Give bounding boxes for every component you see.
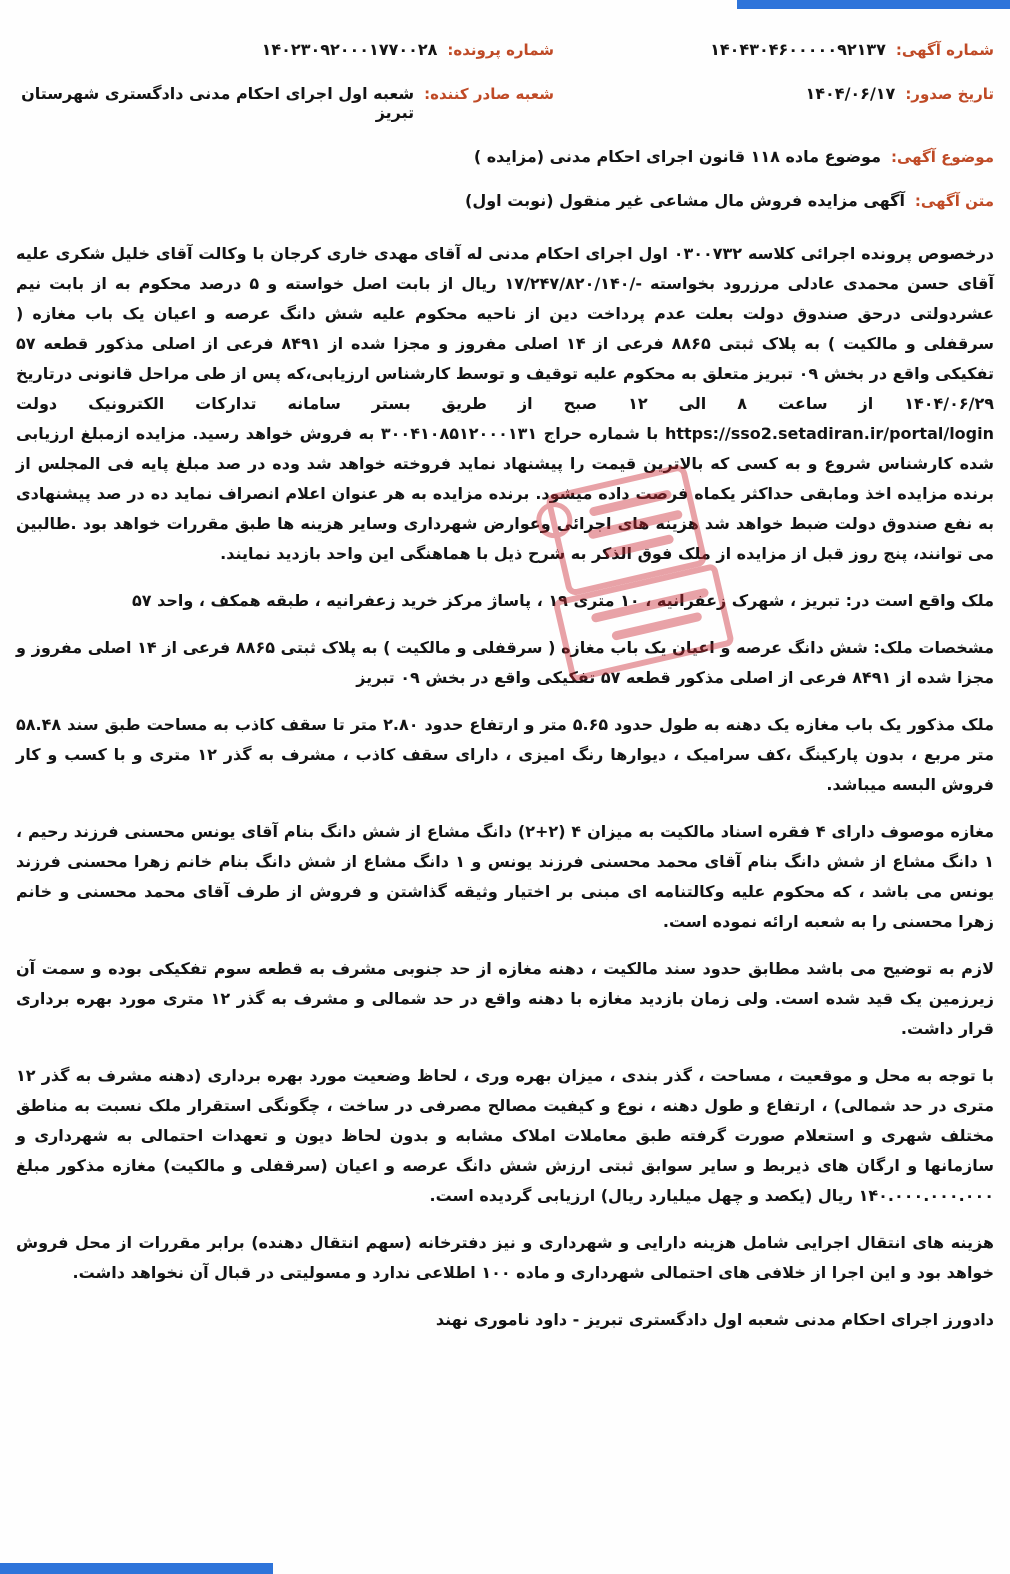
paragraph-case-details: درخصوص پرونده اجرائی کلاسه ۰۳۰۰۷۳۲ اول اجرای احکام مدنی له آقای مهدی خاری کرجان با وکالت آقای خلیل شکری علیه آقای حسن محمدی عادلی مرزرود بخواسته -/۱۷/۲۴۷/۸۲۰/۱۴۰ ریال از بابت اصل خواسته و ۵ درصد محکوم به از بابت نیم عشردولتی درحق صندوق دولت بعلت عدم پرداخت دین از ناحیه محکوم علیه شش دانگ عرصه و اعیان یک باب مغازه ( سرقفلی و مالکیت ) به پلاک ثبتی ۸۸۶۵ فرعی از ۱۴ اصلی مفروز و مجزا شده از ۸۴۹۱ فرعی از اصلی مذکور قطعه ۵۷ تفکیکی واقع در بخش ۰۹ تبریز متعلق به محکوم علیه توقیف و توسط کارشناس ارزیابی،که پس از طی مراحل قانونی درتاریخ ۱۴۰۴/۰۶/۲۹ از ساعت ۸ الی ۱۲ صبح از طریق بستر سامانه تدارکات الکترونیک دولت https://sso2.setadiran.ir/portal/login با شماره حراج ۳۰۰۴۱۰۸۵۱۲۰۰۰۱۳۱ به فروش خواهد رسید. مزایده ازمبلغ ارزیابی شده کارشناس شروع و به کسی که بالاترین قیمت را پیشنهاد نماید فروخته خواهد شد وده در صد مبلغ پایه فی المجلس از برنده مزایده اخذ ومابقی حداکثر یکماه فرصت داده میشود. برنده مزایده به هر عنوان اعلام انصراف نماید ده در صد پیشنهادی به نفع صندوق دولت ضبط خواهد شد هزینه های اجرائی وعوارض شهرداری وسایر هزینه ها طبق مقررات خواهد بود .طالبین می توانند، پنج روز قبل از مزایده از ملک فوق الذکر به شرح ذیل با هماهنگی این واحد بازدید نمایند.	[16, 244, 995, 563]
signature-line: دادورز اجرای احکام مدنی شعبه اول دادگستری تبریز - داود ناموری نهند	[435, 1310, 994, 1329]
field-issuing-branch	[16, 84, 554, 122]
issuing-branch-value: شعبه اول اجرای احکام مدنی دادگستری شهرستان تبریز	[21, 84, 415, 122]
notice-text-value: آگهی مزایده فروش مال مشاعی غیر منقول (نوبت اول)	[465, 191, 905, 210]
notice-header	[0, 0, 1010, 210]
field-notice-text-title	[465, 191, 994, 210]
subject-label: موضوع آگهی:	[890, 148, 994, 166]
issuing-branch-label: شعبه صادر کننده:	[424, 85, 554, 103]
header-row-1	[16, 40, 994, 59]
subject-value: موضوع ماده ۱۱۸ قانون اجرای احکام مدنی (مزایده )	[473, 147, 881, 166]
field-subject	[474, 147, 994, 166]
issue-date-value: ۱۴۰۴/۰۶/۱۷	[805, 84, 896, 103]
field-notice-number	[554, 40, 994, 59]
header-row-3	[16, 147, 994, 166]
header-row-4	[16, 191, 994, 210]
paragraph-valuation: با توجه به محل و موقعیت ، مساحت ، گذر بندی ، میزان بهره وری ، لحاظ وضعیت مورد بهره برداری (دهنه مشرف به گذر ۱۲ متری در حد شمالی) ، ارتفاع و طول دهنه ، نوع و کیفیت مصالح مصرفی در ساخت ، چگونگی استقرار ملک نسبت به مناطق مختلف شهری و استعلام صورت گرفته طبق معاملات املاک مشابه و بدون لحاظ دیون و تعهدات احتمالی به شهرداری و سازمانها و ارگان های ذیربط و سایر سوابق ثبتی ارزش شش دانگ عرصه و اعیان (سرقفلی و مالکیت) مغازه مذکور مبلغ ۱۴۰.۰۰۰.۰۰۰.۰۰۰ ریال (یکصد و چهل میلیارد ریال) ارزیابی گردیده است.	[16, 1066, 994, 1205]
paragraph-property-location: ملک واقع است در: تبریز ، شهرک زعفرانیه ، ۱۰ متری ۱۹ ، پاساژ مرکز خرید زعفرانیه ، طبقه همکف ، واحد ۵۷	[131, 591, 994, 610]
field-issue-date	[554, 84, 994, 103]
case-number-value: ۱۴۰۲۳۰۹۲۰۰۰۱۷۷۰۰۲۸	[261, 40, 438, 59]
paragraph-property-specs: مشخصات ملک: شش دانگ عرصه و اعیان یک باب مغازه ( سرقفلی و مالکیت ) به پلاک ثبتی ۸۸۶۵ فرعی از ۱۴ اصلی مفروز و مجزا شده از ۸۴۹۱ فرعی از اصلی مذکور قطعه ۵۷ تفکیکی واقع در بخش ۰۹ تبریز	[16, 638, 994, 687]
paragraph-transfer-costs: هزینه های انتقال اجرایی شامل هزینه دارایی و شهرداری و نیز دفترخانه (سهم انتقال دهنده) برابر مقررات از محل فروش خواهد بود و این اجرا از خلافی های احتمالی شهرداری و ماده ۱۰۰ اطلاعی ندارد و مسولیتی در قبال آن نخواهد داشت.	[16, 1233, 994, 1282]
top-blue-bar	[737, 0, 1010, 9]
issue-date-label: تاریخ صدور:	[905, 85, 994, 103]
paragraph-ownership-deeds: مغازه موصوف دارای ۴ فقره اسناد مالکیت به میزان ۴ (۲+۲) دانگ مشاع از شش دانگ بنام آقای یونس محسنی فرزند رحیم ، ۱ دانگ مشاع از شش دانگ بنام آقای محمد محسنی فرزند یونس و ۱ دانگ مشاع از شش دانگ بنام خانم زهرا محسنی فرزند یونس می باشد ، که محکوم علیه وکالتنامه ای مبنی بر اختیار وثیقه گذاشتن و فروش از طرف آقای محمد محسنی و خانم زهرا محسنی را به شعبه ارائه نموده است.	[16, 822, 995, 931]
header-row-2	[16, 84, 994, 122]
notice-number-label: شماره آگهی:	[895, 41, 994, 59]
notice-number-value: ۱۴۰۴۳۰۴۶۰۰۰۰۰۹۲۱۳۷	[710, 40, 886, 59]
notice-body	[0, 235, 1010, 1335]
paragraph-boundary-note: لازم به توضیح می باشد مطابق حدود سند مالکیت ، دهنه مغازه از حد جنوبی مشرف به قطعه سوم تفکیکی بوده و سمت آن زیرزمین یک قید شده است. ولی زمان بازدید مغازه با دهنه واقع در حد شمالی و مشرف به گذر ۱۲ متری مورد بهره برداری قرار داشت.	[16, 959, 995, 1038]
bottom-blue-bar	[0, 1563, 273, 1574]
field-case-number	[262, 40, 554, 59]
paragraph-property-description: ملک مذکور یک باب مغازه یک دهنه به طول حدود ۵.۶۵ متر و ارتفاع حدود ۲.۸۰ متر تا سقف کاذب به مساحت طبق سند ۵۸.۴۸ متر مربع ، بدون پارکینگ ،کف سرامیک ، دیوارها رنگ امیزی ، دارای سقف کاذب ، مشرف به گذر ۱۲ متری و با کسب و کار فروش البسه میباشد.	[16, 715, 995, 794]
case-number-label: شماره پرونده:	[447, 41, 554, 59]
notice-text-label: متن آگهی:	[914, 192, 994, 210]
